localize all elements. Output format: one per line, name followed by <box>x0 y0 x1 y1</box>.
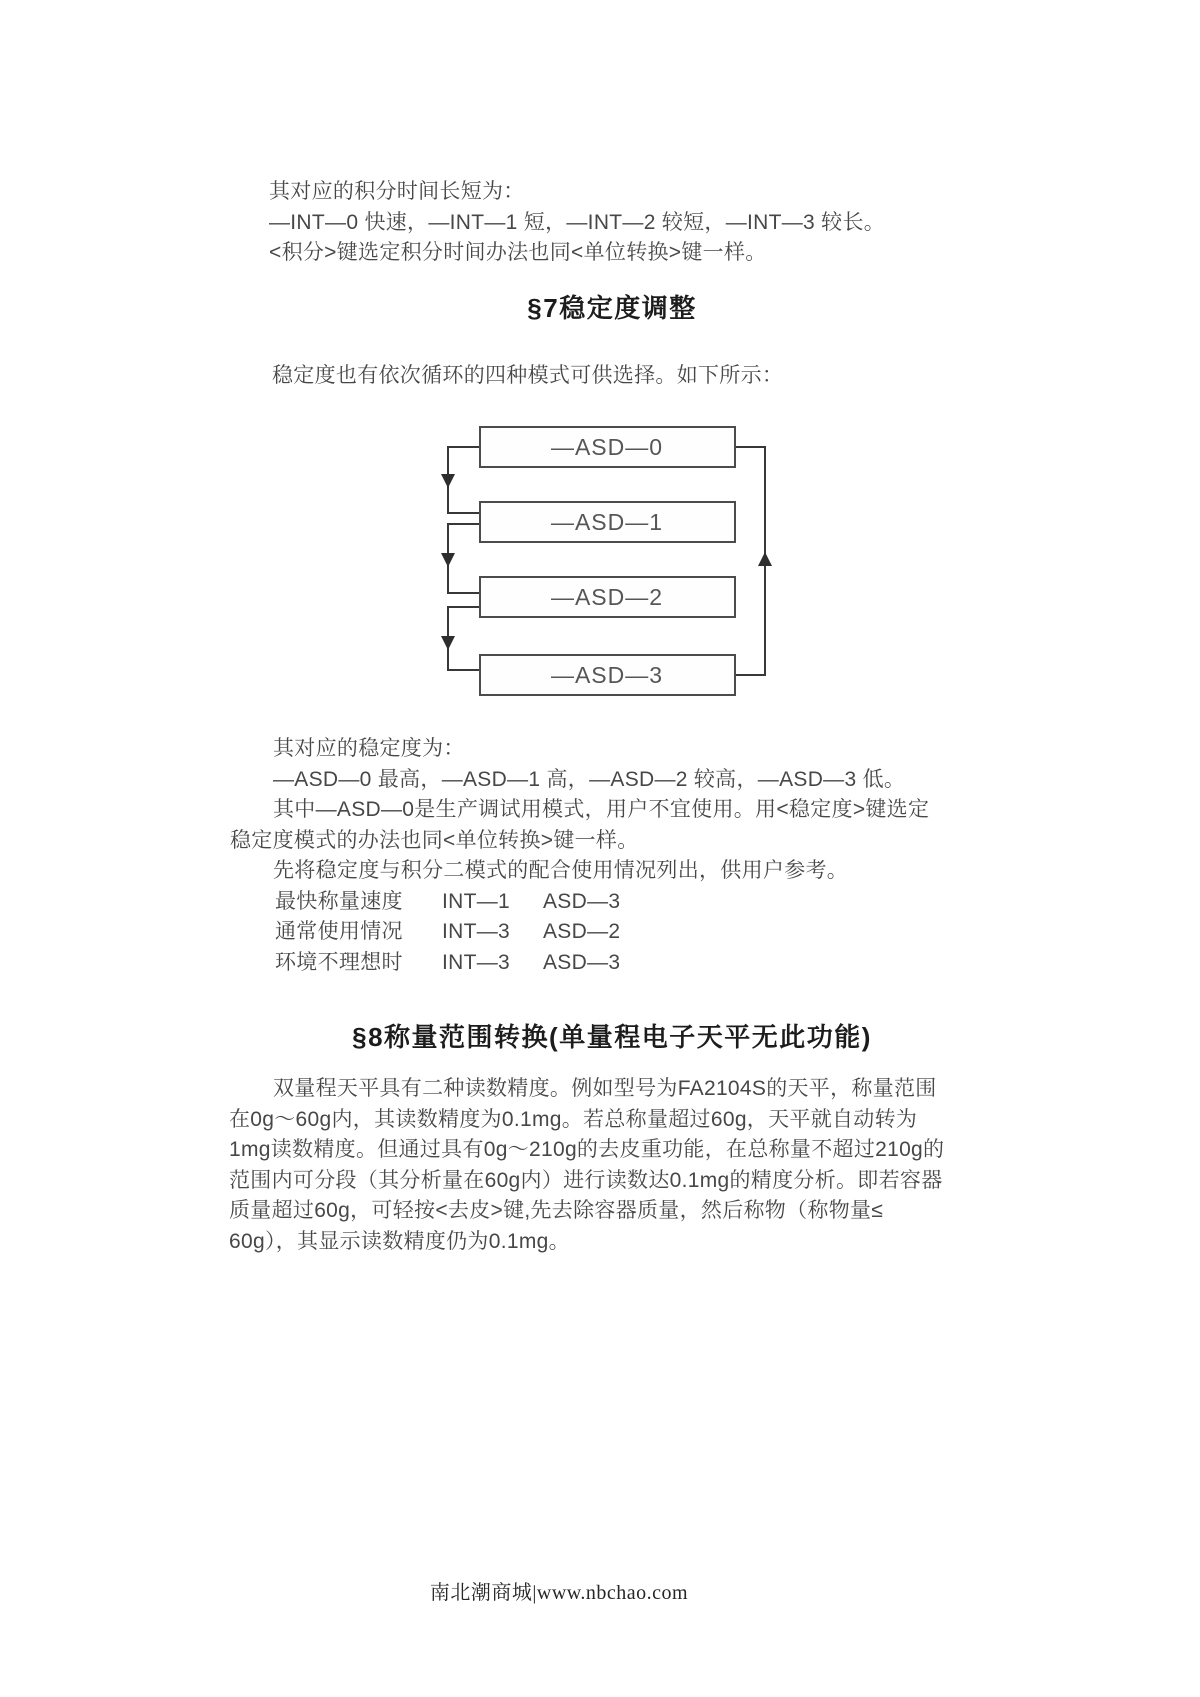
stability-levels-intro-line: 其对应的稳定度为： <box>273 737 465 760</box>
footer-watermark: 南北潮商城|www.nbchao.com <box>429 1582 689 1604</box>
mode-table-row <box>230 917 1010 948</box>
s8-line-6: 60g），其显示读数精度仍为0.1mg。 <box>229 1229 570 1253</box>
asd-box-0-label: —ASD—0 <box>550 434 664 460</box>
s8-line-2: 在0g～60g内，其读数精度为0.1mg。若总称量超过60g，天平就自动转为 <box>229 1107 918 1131</box>
arrow-down-icon <box>441 553 455 567</box>
asd-box-3-label: —ASD—3 <box>550 662 664 688</box>
arrow-up-icon <box>758 552 772 566</box>
s8-line-1: 双量程天平具有二种读数精度。例如型号为FA2104S的天平，称量范围 <box>273 1077 937 1100</box>
stability-levels-line: —ASD—0 最高，—ASD—1 高，—ASD—2 较高，—ASD—3 低。 <box>273 767 906 791</box>
link-asd0-to-asd1 <box>448 447 480 513</box>
mode-row-label: 最快称量速度 <box>275 889 403 913</box>
combination-intro-line: 先将稳定度与积分二模式的配合使用情况列出，供用户参考。 <box>273 859 849 882</box>
section8-title: §8称量范围转换(单量程电子天平无此功能) <box>352 1022 872 1052</box>
mode-row-int: INT—3 <box>442 920 511 943</box>
intro-line-1: 其对应的积分时间长短为： <box>269 180 525 203</box>
s8-line-4: 范围内可分段（其分析量在60g内）进行读数达0.1mg的精度分析。即若容器 <box>229 1168 943 1192</box>
link-asd1-to-asd2 <box>448 524 480 593</box>
stability-note-line-1: 其中—ASD—0是生产调试用模式，用户不宜使用。用<稳定度>键选定 <box>273 798 930 821</box>
arrow-down-icon <box>441 636 455 650</box>
mode-table-row <box>230 887 1010 918</box>
mode-table-row <box>230 948 1010 979</box>
asd-box-2-label: —ASD—2 <box>550 584 664 610</box>
mode-row-asd: ASD—3 <box>543 889 621 913</box>
intro-paragraph <box>269 177 885 269</box>
mode-row-int: INT—3 <box>442 950 511 974</box>
asd-box-1-label: —ASD—1 <box>550 509 664 535</box>
mode-row-asd: ASD—3 <box>543 950 621 974</box>
asd-cycle-diagram <box>430 415 790 710</box>
arrow-down-icon <box>441 474 455 488</box>
mode-row-label: 通常使用情况 <box>275 920 403 943</box>
stability-note-line-2: 稳定度模式的办法也同<单位转换>键一样。 <box>230 828 639 852</box>
section7-title: §7稳定度调整 <box>527 293 697 323</box>
s8-line-3: 1mg读数精度。但通过具有0g～210g的去皮重功能，在总称量不超过210g的 <box>229 1138 945 1161</box>
intro-line-2: —INT—0 快速，—INT—1 短，—INT—2 较短，—INT—3 较长。 <box>269 210 886 234</box>
mode-row-int: INT—1 <box>442 889 511 913</box>
mode-row-label: 环境不理想时 <box>275 950 403 974</box>
s8-line-5: 质量超过60g，可轻按<去皮>键,先去除容器质量，然后称物（称物量≤ <box>229 1199 884 1222</box>
section7-body <box>230 734 1010 978</box>
section7-lead <box>272 361 783 392</box>
mode-row-asd: ASD—2 <box>543 920 621 943</box>
section7-lead-line: 稳定度也有依次循环的四种模式可供选择。如下所示： <box>272 364 784 387</box>
intro-line-3: <积分>键选定积分时间办法也同<单位转换>键一样。 <box>269 241 767 264</box>
section8-paragraph <box>229 1074 1009 1257</box>
